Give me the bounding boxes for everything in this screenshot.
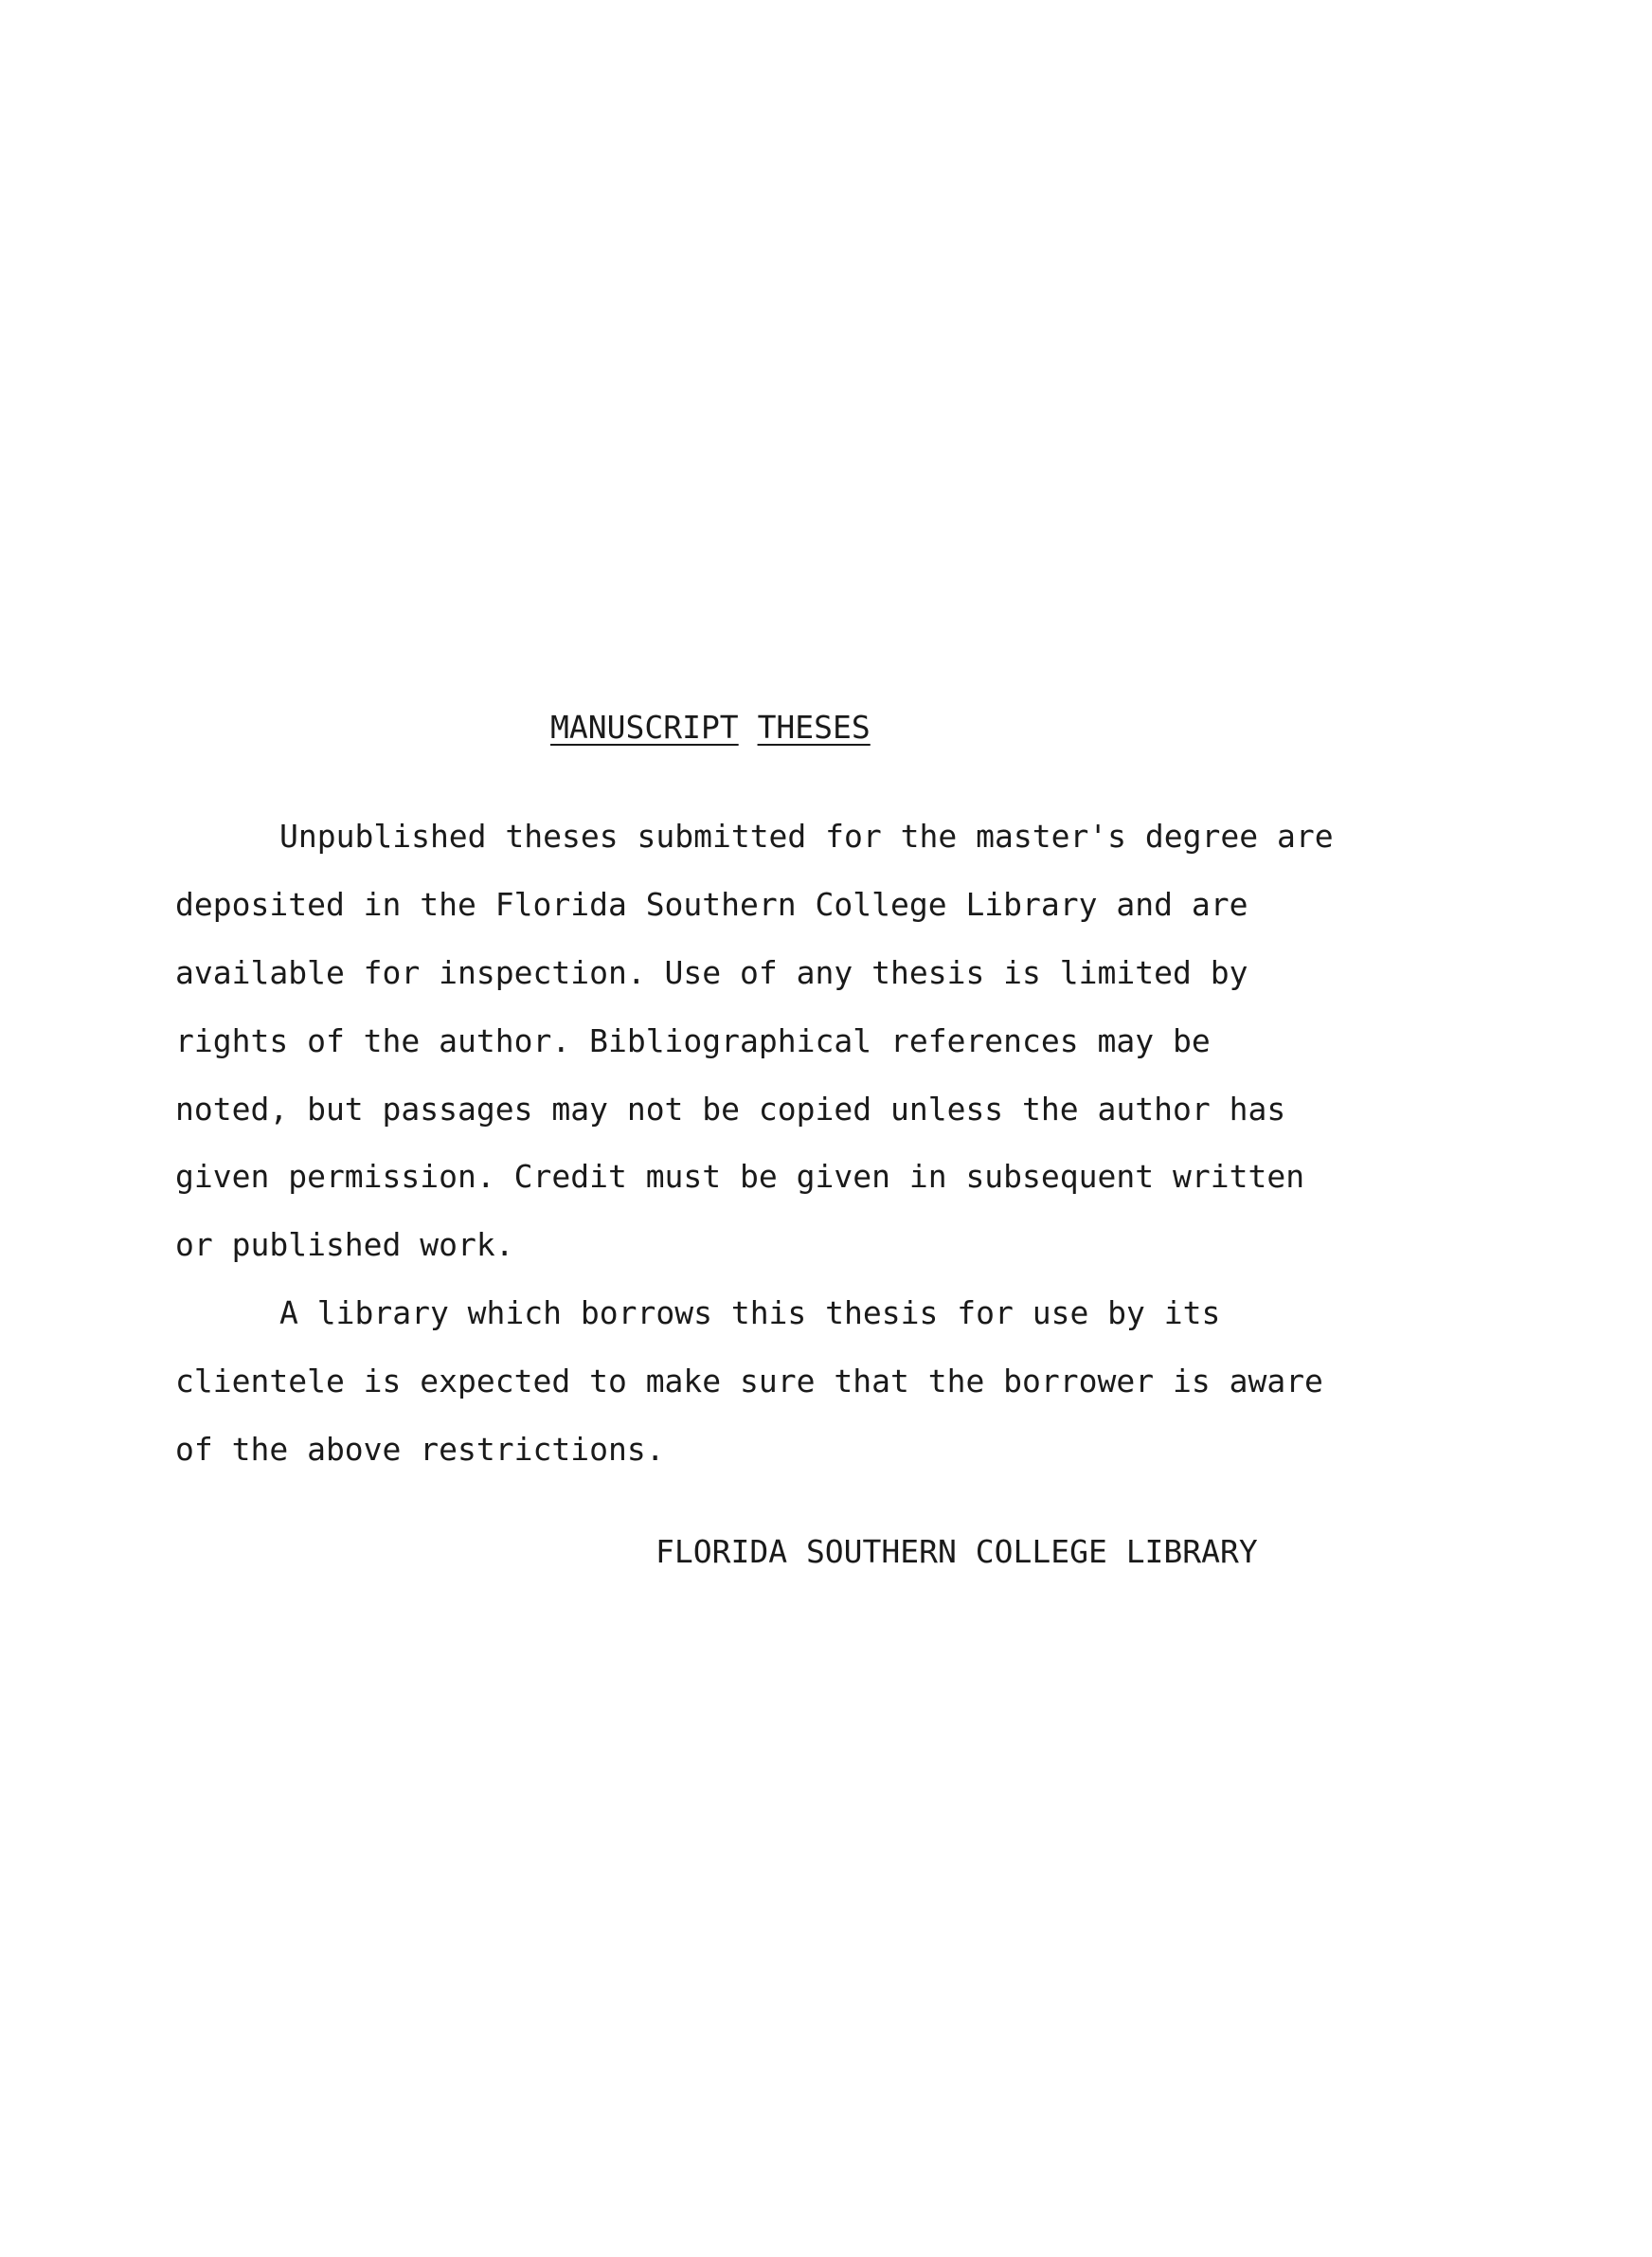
paragraph-line: or published work. — [175, 1226, 514, 1263]
paragraph-line: Unpublished theses submitted for the master's degree are — [279, 818, 1334, 855]
paragraph-line: A library which borrows this thesis for use by its — [279, 1294, 1221, 1331]
library-signature: FLORIDA SOUTHERN COLLEGE LIBRARY — [655, 1533, 1258, 1570]
paragraph-line: available for inspection. Use of any thesis is limited by — [175, 954, 1248, 991]
paragraph-line: given permission. Credit must be given in subsequent written — [175, 1158, 1305, 1195]
title-word: THESES — [757, 709, 871, 746]
paragraph-line: deposited in the Florida Southern College Library and are — [175, 886, 1248, 923]
paragraph-line: rights of the author. Bibliographical references may be — [175, 1022, 1211, 1059]
page-title — [550, 709, 871, 746]
paragraph-line: of the above restrictions. — [175, 1431, 665, 1468]
paragraph-line: clientele is expected to make sure that the borrower is aware — [175, 1363, 1323, 1399]
title-word: MANUSCRIPT — [550, 709, 739, 746]
paragraph-line: noted, but passages may not be copied unless the author has — [175, 1091, 1286, 1128]
